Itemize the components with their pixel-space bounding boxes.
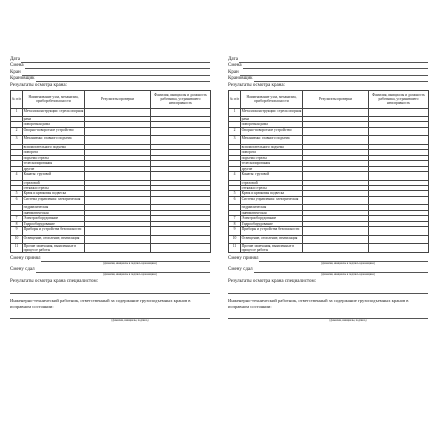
table-row <box>229 196 429 205</box>
row-number: 1 <box>229 108 241 117</box>
row-result-cell <box>303 244 369 253</box>
fill-line <box>25 63 210 69</box>
row-node-name: поворота <box>241 150 303 155</box>
table-row <box>11 127 211 136</box>
shift-handed-label: Смену сдал <box>228 266 253 272</box>
row-number: 8 <box>229 221 241 226</box>
row-result-cell <box>85 108 151 117</box>
signature-caption: (фамилия, инициалы и подпись крановщика) <box>103 262 157 266</box>
table-row <box>229 244 429 253</box>
header-field <box>10 76 210 83</box>
shift-accepted <box>228 255 428 262</box>
fill-line <box>36 76 210 82</box>
row-node-name: Электрооборудование <box>241 216 303 221</box>
row-number: 10 <box>11 235 23 244</box>
row-number: 11 <box>229 244 241 253</box>
row-result-cell <box>85 136 151 145</box>
row-node-name: телескопирования <box>241 161 303 166</box>
row-node-name: Опорно-поворотное устройство <box>23 127 85 136</box>
log-page-right <box>228 56 428 322</box>
row-person-cell <box>151 136 211 145</box>
row-result-cell <box>303 172 369 181</box>
row-node-name: Гидрооборудование <box>23 221 85 226</box>
row-number: 6 <box>229 196 241 205</box>
row-node-name: Система управления: электрическая <box>23 196 85 205</box>
header-field <box>10 63 210 70</box>
row-node-name: Механизмы: главного подъема <box>23 136 85 145</box>
row-result-cell <box>85 172 151 181</box>
table-row <box>229 226 429 235</box>
row-node-name: другие <box>23 166 85 171</box>
signature-caption: (фамилия, инициалы и подпись крановщика) <box>321 272 375 276</box>
row-result-cell <box>85 226 151 235</box>
row-node-name: стреловой <box>23 180 85 185</box>
col-result-header: Результаты проверки <box>85 90 151 108</box>
col-result-header: Результаты проверки <box>303 90 369 108</box>
row-number: 2 <box>11 127 23 136</box>
row-node-name: Освещение, отопление, вентиляция <box>23 235 85 244</box>
row-node-name: поворотная рама <box>23 122 85 127</box>
row-node-name: Крюк и крюковая подвеска <box>23 191 85 196</box>
specialist-result-title: Результаты осмотра крана специалистом: <box>10 278 99 284</box>
row-node-name: Металлоконструкции: стрела опорная <box>241 108 303 117</box>
shift-accepted-label: Смену принял <box>10 256 41 262</box>
row-node-name: Освещение, отопление, вентиляция <box>241 235 303 244</box>
engineer-signature-line <box>10 310 210 319</box>
row-node-name: гидравлическая <box>23 205 85 210</box>
fill-line <box>240 70 428 76</box>
row-node-name: пневматическая <box>23 210 85 215</box>
field-label: Крановщик <box>10 76 35 81</box>
result-title: Результаты осмотра крана: <box>10 82 67 88</box>
row-person-cell <box>369 196 429 205</box>
shift-accepted <box>10 255 210 262</box>
row-number: 8 <box>11 221 23 226</box>
table-row <box>11 226 211 235</box>
row-result-cell <box>85 196 151 205</box>
col-number-header: № п/п <box>11 90 23 108</box>
header-field <box>10 56 210 63</box>
row-person-cell <box>151 108 211 117</box>
header-field <box>228 69 428 76</box>
table-row <box>229 127 429 136</box>
shift-accepted-label: Смену принял <box>228 256 259 262</box>
table-row <box>229 136 429 145</box>
col-node-header: Наименование узла, механизма, приборобезопасности <box>23 90 85 108</box>
row-node-name: оттяжки стрелы <box>241 186 303 191</box>
engineer-signature-line <box>228 310 428 319</box>
row-number: 5 <box>11 191 23 196</box>
fill-line <box>239 57 428 63</box>
row-node-name: телескопирования <box>23 161 85 166</box>
row-result-cell <box>303 108 369 117</box>
signature-line <box>254 267 428 273</box>
row-node-name: Металлоконструкции: стрела опорная <box>23 108 85 117</box>
table-row <box>229 235 429 244</box>
row-person-cell <box>151 226 211 235</box>
row-node-name: подъема стрелы <box>241 155 303 160</box>
row-number: 6 <box>11 196 23 205</box>
table-row <box>11 136 211 145</box>
header-field <box>228 56 428 63</box>
log-page-left <box>10 56 210 322</box>
table-row <box>11 244 211 253</box>
row-node-name: вспомогательного подъема <box>241 145 303 150</box>
row-person-cell <box>151 172 211 181</box>
fill-line <box>22 70 210 76</box>
row-result-cell <box>85 235 151 244</box>
table-row <box>11 196 211 205</box>
row-node-name: другие <box>241 166 303 171</box>
field-label: Кран <box>228 69 239 75</box>
field-label: Смена <box>10 63 24 68</box>
shift-handed <box>228 266 428 273</box>
row-number: 3 <box>11 136 23 145</box>
engineer-caption: (фамилия, инициалы, подпись) <box>329 318 367 322</box>
row-person-cell <box>151 127 211 136</box>
result-title: Результаты осмотра крана: <box>228 82 285 88</box>
field-label: Кран <box>10 69 21 75</box>
field-label: Крановщик <box>228 76 253 81</box>
header-field <box>228 76 428 83</box>
row-person-cell <box>151 235 211 244</box>
signature-line <box>36 267 210 273</box>
row-number: 4 <box>11 172 23 181</box>
row-person-cell <box>369 136 429 145</box>
row-result-cell <box>303 235 369 244</box>
specialist-result-line <box>10 285 210 294</box>
row-person-cell <box>369 244 429 253</box>
row-node-name: Приборы и устройства безопасности <box>23 226 85 235</box>
row-node-name: Канаты: грузовой <box>23 172 85 181</box>
row-node-name: стреловой <box>241 180 303 185</box>
row-number: 7 <box>11 216 23 221</box>
specialist-result-title: Результаты осмотра крана специалистом: <box>228 278 317 284</box>
row-node-name: Приборы и устройства безопасности <box>241 226 303 235</box>
row-number: 11 <box>11 244 23 253</box>
row-node-name: подъема стрелы <box>23 155 85 160</box>
row-number: 4 <box>229 172 241 181</box>
fill-line <box>243 63 428 69</box>
row-result-cell <box>303 196 369 205</box>
row-person-cell <box>369 127 429 136</box>
col-number-header: № п/п <box>229 90 241 108</box>
table-row <box>11 172 211 181</box>
row-node-name: Гидрооборудование <box>241 221 303 226</box>
shift-handed <box>10 266 210 273</box>
signature-caption: (фамилия, инициалы и подпись крановщика) <box>321 262 375 266</box>
row-number: 9 <box>11 226 23 235</box>
engineer-text: Инженерно-технический работник, ответственный за содержание грузоподъемных кранов в исправном состоянии: <box>228 297 409 309</box>
row-person-cell <box>369 108 429 117</box>
header-field <box>228 63 428 70</box>
row-node-name: Механизмы: главного подъема <box>241 136 303 145</box>
table-row <box>11 235 211 244</box>
row-node-name: гидравлическая <box>241 205 303 210</box>
row-node-name: Крюк и крюковая подвеска <box>241 191 303 196</box>
row-node-name: поворота <box>23 150 85 155</box>
signature-caption: (фамилия, инициалы и подпись крановщика) <box>103 272 157 276</box>
row-node-name: Опорно-поворотное устройство <box>241 127 303 136</box>
row-result-cell <box>303 136 369 145</box>
table-row <box>11 108 211 117</box>
row-node-name: Канаты: грузовой <box>241 172 303 181</box>
row-node-name: поворотная рама <box>241 122 303 127</box>
row-node-name: Система управления: электрическая <box>241 196 303 205</box>
row-node-name: Электрооборудование <box>23 216 85 221</box>
row-node-name: Прочие замечания, выявленные в процессе работы <box>23 244 85 253</box>
header-field <box>10 69 210 76</box>
row-node-name: Прочие замечания, выявленные в процессе работы <box>241 244 303 253</box>
row-number: 1 <box>11 108 23 117</box>
row-number: 9 <box>229 226 241 235</box>
row-result-cell <box>85 127 151 136</box>
field-label: Дата <box>10 56 20 62</box>
row-node-name: вспомогательного подъема <box>23 145 85 150</box>
inspection-table <box>10 90 211 254</box>
row-person-cell <box>151 196 211 205</box>
row-number: 10 <box>229 235 241 244</box>
row-node-name: пневматическая <box>241 210 303 215</box>
row-result-cell <box>85 244 151 253</box>
fill-line <box>21 57 210 63</box>
row-person-cell <box>369 226 429 235</box>
fill-line <box>254 76 428 82</box>
row-person-cell <box>151 244 211 253</box>
row-number: 5 <box>229 191 241 196</box>
row-person-cell <box>369 235 429 244</box>
field-label: Смена <box>228 63 242 68</box>
table-row <box>229 172 429 181</box>
row-number: 2 <box>229 127 241 136</box>
field-label: Дата <box>228 56 238 62</box>
row-node-name: рама <box>23 117 85 122</box>
table-header-row <box>11 90 211 108</box>
table-header-row <box>229 90 429 108</box>
shift-handed-label: Смену сдал <box>10 266 35 272</box>
row-node-name: оттяжки стрелы <box>23 186 85 191</box>
engineer-text: Инженерно-технический работник, ответственный за содержание грузоподъемных кранов в исправном состоянии: <box>10 297 191 309</box>
row-person-cell <box>369 172 429 181</box>
row-result-cell <box>303 127 369 136</box>
table-row <box>229 108 429 117</box>
specialist-result-line <box>228 285 428 294</box>
col-person-header: Фамилия, инициалы и должность работника, устранившего неисправность <box>369 90 429 108</box>
row-node-name: рама <box>241 117 303 122</box>
row-number: 7 <box>229 216 241 221</box>
inspection-table <box>228 90 429 254</box>
engineer-caption: (фамилия, инициалы, подпись) <box>111 318 149 322</box>
col-person-header: Фамилия, инициалы и должность работника, устранившего неисправность <box>151 90 211 108</box>
row-number: 3 <box>229 136 241 145</box>
row-result-cell <box>303 226 369 235</box>
col-node-header: Наименование узла, механизма, приборобезопасности <box>241 90 303 108</box>
